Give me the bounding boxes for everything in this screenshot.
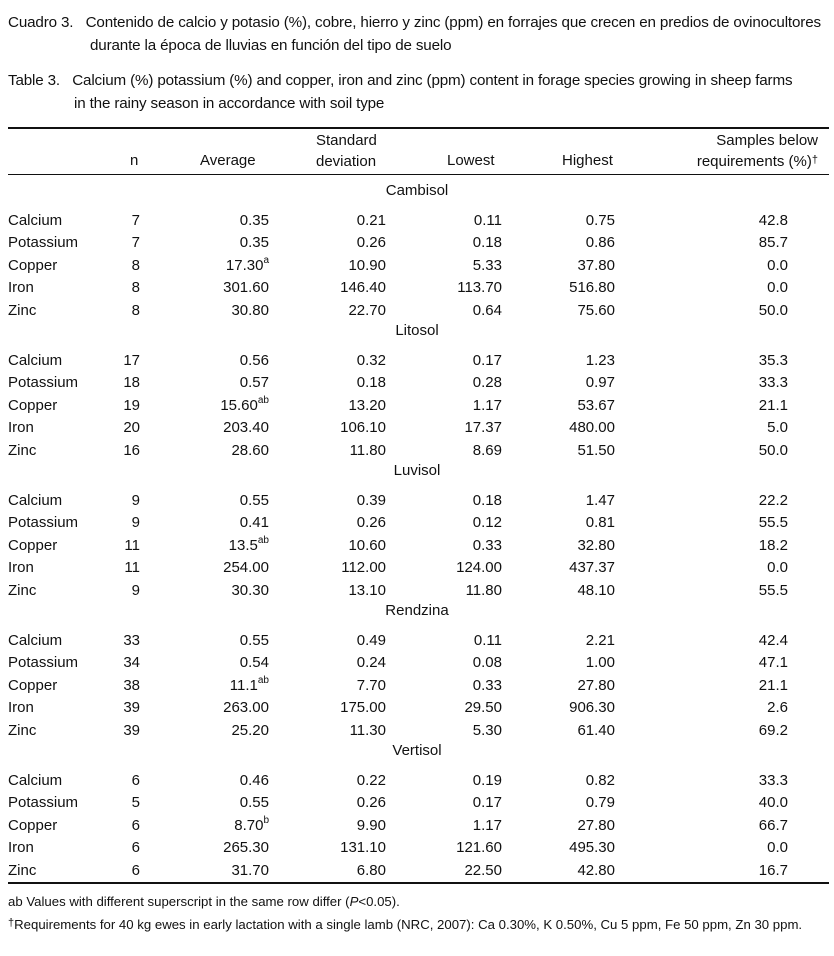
header-standard-deviation (316, 130, 377, 172)
cell-sd: 10.90 (348, 256, 386, 274)
cell-average (223, 557, 269, 579)
cell-lowest: 0.11 (473, 212, 502, 229)
soil-group-title: Vertisol (392, 742, 442, 759)
cell-mineral: Zinc (8, 721, 37, 739)
cell-lowest: 1.17 (472, 396, 502, 414)
cell-average (240, 372, 269, 394)
cell-lowest: 0.33 (472, 536, 502, 554)
cell-mineral: Iron (8, 839, 34, 857)
cell-n: 11 (124, 559, 140, 577)
footnote-significance (8, 892, 826, 911)
table-row (0, 277, 834, 299)
cell-highest: 75.60 (577, 301, 615, 319)
footnote-1-prefix: ab Values with different superscript in the same row differ ( (8, 894, 350, 909)
average-value: 265.30 (223, 839, 269, 857)
average-value: 8.70 (234, 816, 264, 834)
cell-average (240, 350, 269, 372)
header-samples-line-2 (670, 151, 818, 174)
cell-highest: 42.80 (577, 861, 615, 879)
cell-samples-below: 42.8 (758, 212, 788, 229)
table-row (0, 792, 834, 814)
header-sd-line-1: Standard (316, 132, 377, 149)
cell-highest: 32.80 (577, 536, 615, 554)
caption-es-text-2: durante la época de lluvias en función del tipo de suelo (90, 37, 452, 54)
cell-mineral: Calcium (8, 212, 63, 229)
cell-highest: 0.97 (585, 374, 615, 392)
cell-lowest: 0.64 (472, 301, 502, 319)
cell-sd: 146.40 (340, 279, 386, 297)
table-row (0, 440, 834, 462)
cell-highest: 1.23 (585, 352, 615, 369)
cell-mineral: Iron (8, 699, 34, 717)
average-value: 0.57 (239, 374, 269, 392)
table-row (0, 630, 834, 652)
table-row (0, 580, 834, 602)
cell-sd: 0.26 (356, 514, 386, 532)
average-value: 30.30 (231, 581, 269, 599)
footnote-dagger: † (8, 917, 15, 929)
cell-sd: 10.60 (348, 536, 386, 554)
table-row (0, 720, 834, 742)
table-row (0, 512, 834, 534)
average-value: 13.5 (228, 536, 258, 554)
table-top-rule (8, 127, 829, 129)
cell-lowest: 22.50 (464, 861, 502, 879)
cell-sd: 0.39 (356, 492, 386, 509)
cell-sd: 106.10 (340, 419, 386, 437)
cell-highest: 37.80 (577, 256, 615, 274)
cell-n: 20 (123, 419, 140, 437)
average-value: 25.20 (231, 721, 269, 739)
soil-group-title: Luvisol (393, 462, 441, 479)
cell-mineral: Copper (8, 816, 58, 834)
cell-n: 7 (131, 212, 140, 229)
header-samples-line-1: Samples below (716, 132, 818, 149)
cell-mineral: Potassium (8, 234, 79, 252)
average-value: 0.46 (239, 772, 269, 789)
cell-average (231, 720, 269, 742)
average-value: 0.55 (239, 794, 269, 812)
footnote-1-p: P (349, 894, 359, 909)
cell-mineral: Potassium (8, 374, 79, 392)
cell-samples-below: 0.0 (767, 279, 788, 297)
cell-n: 8 (131, 256, 140, 274)
cell-samples-below: 55.5 (758, 581, 788, 599)
average-superscript: b (263, 814, 269, 826)
table-row (0, 350, 834, 372)
header-n: n (130, 152, 139, 169)
caption-en-text-1: Calcium (%) potassium (%) and copper, iron and zinc (ppm) content in forage species growing in sheep farms (72, 72, 793, 89)
cell-n: 6 (131, 816, 140, 834)
header-lowest: Lowest (447, 152, 495, 169)
cell-n: 5 (131, 794, 140, 812)
caption-english (8, 69, 828, 115)
cell-n: 39 (123, 721, 140, 739)
cell-lowest: 5.33 (472, 256, 502, 274)
average-superscript: ab (257, 674, 269, 686)
cell-highest: 0.79 (585, 794, 615, 812)
cell-lowest: 0.17 (472, 352, 502, 369)
cell-highest: 1.47 (585, 492, 615, 509)
cell-n: 9 (131, 581, 140, 599)
cell-highest: 906.30 (569, 699, 615, 717)
cell-highest: 27.80 (577, 676, 615, 694)
caption-en-line-1 (8, 69, 828, 92)
cell-lowest: 121.60 (456, 839, 502, 857)
cell-samples-below: 35.3 (758, 352, 788, 369)
cell-mineral: Zinc (8, 861, 37, 879)
cell-n: 16 (123, 441, 140, 459)
cell-average (231, 580, 269, 602)
table-bottom-rule (8, 882, 829, 884)
cell-highest: 51.50 (577, 441, 615, 459)
soil-group-title: Rendzina (385, 602, 449, 619)
cell-highest: 516.80 (569, 279, 615, 297)
cell-average (223, 277, 269, 299)
table-row (0, 837, 834, 859)
cell-sd: 0.22 (356, 772, 386, 789)
average-value: 30.80 (231, 301, 269, 319)
cell-lowest: 0.12 (472, 514, 502, 532)
cell-mineral: Copper (8, 396, 58, 414)
table-row (0, 395, 834, 417)
cell-sd: 22.70 (348, 301, 386, 319)
cell-average (240, 792, 269, 814)
cell-sd: 0.18 (356, 374, 386, 392)
cell-lowest: 0.19 (472, 772, 502, 789)
average-value: 15.60 (220, 396, 258, 414)
cell-samples-below: 33.3 (758, 772, 788, 789)
cell-mineral: Calcium (8, 352, 63, 369)
cell-average (229, 535, 269, 557)
cell-samples-below: 16.7 (758, 861, 788, 879)
cell-samples-below: 50.0 (758, 301, 788, 319)
cell-mineral: Potassium (8, 514, 79, 532)
cell-sd: 0.49 (356, 632, 386, 649)
average-superscript: ab (257, 534, 269, 546)
average-value: 0.35 (239, 234, 269, 252)
cell-lowest: 0.11 (473, 632, 502, 649)
cell-n: 7 (131, 234, 140, 252)
soil-group-title: Litosol (395, 322, 439, 339)
table-row (0, 675, 834, 697)
cell-highest: 480.00 (569, 419, 615, 437)
cell-samples-below: 55.5 (758, 514, 788, 532)
table-row (0, 815, 834, 837)
cell-samples-below: 0.0 (767, 256, 788, 274)
cell-highest: 0.86 (585, 234, 615, 252)
cell-average (231, 300, 269, 322)
cell-sd: 7.70 (356, 676, 386, 694)
cell-n: 9 (131, 492, 140, 509)
cell-average (223, 837, 269, 859)
cell-average (223, 417, 269, 439)
cell-n: 33 (123, 632, 140, 649)
cell-sd: 13.10 (348, 581, 386, 599)
cell-average (240, 512, 269, 534)
cell-highest: 53.67 (577, 396, 615, 414)
average-value: 17.30 (225, 256, 264, 274)
cell-highest: 27.80 (577, 816, 615, 834)
cell-average (223, 697, 269, 719)
cell-samples-below: 85.7 (758, 234, 788, 252)
cell-average (240, 652, 269, 674)
average-value: 0.55 (239, 632, 269, 649)
caption-en-text-2: in the rainy season in accordance with soil type (74, 95, 385, 112)
cell-mineral: Zinc (8, 441, 37, 459)
average-value: 0.41 (239, 514, 269, 532)
cell-n: 6 (131, 861, 140, 879)
caption-es-line-1 (8, 11, 828, 34)
cell-mineral: Potassium (8, 794, 79, 812)
cell-mineral: Iron (8, 559, 34, 577)
cell-n: 6 (131, 839, 140, 857)
cell-n: 19 (123, 396, 140, 414)
cell-n: 9 (131, 514, 140, 532)
cell-lowest: 0.17 (472, 794, 502, 812)
cell-average (231, 860, 269, 882)
caption-en-label: Table 3. (8, 72, 60, 89)
cell-n: 34 (123, 654, 140, 672)
cell-n: 17 (123, 352, 140, 369)
cell-samples-below: 22.2 (758, 492, 788, 509)
cell-lowest: 124.00 (456, 559, 502, 577)
cell-highest: 1.00 (585, 654, 615, 672)
cell-mineral: Iron (8, 419, 34, 437)
cell-samples-below: 21.1 (758, 396, 788, 414)
average-superscript: ab (257, 394, 269, 406)
cell-lowest: 11.80 (465, 581, 502, 599)
cell-lowest: 8.69 (472, 441, 502, 459)
cell-lowest: 0.33 (472, 676, 502, 694)
caption-spanish (8, 11, 828, 57)
table-row (0, 255, 834, 277)
cell-mineral: Zinc (8, 581, 37, 599)
cell-lowest: 0.28 (472, 374, 502, 392)
table-row (0, 860, 834, 882)
average-value: 31.70 (231, 861, 269, 879)
header-rule (8, 174, 829, 175)
cell-highest: 48.10 (577, 581, 615, 599)
cell-highest: 0.81 (585, 514, 615, 532)
average-value: 254.00 (223, 559, 269, 577)
cell-sd: 6.80 (356, 861, 386, 879)
caption-es-label: Cuadro 3. (8, 14, 74, 31)
header-highest: Highest (562, 152, 613, 169)
table-row (0, 557, 834, 579)
table-row (0, 372, 834, 394)
cell-lowest: 29.50 (464, 699, 502, 717)
average-value: 0.56 (239, 352, 269, 369)
cell-sd: 0.21 (356, 212, 386, 229)
cell-average (240, 770, 269, 792)
header-samples-below (670, 130, 818, 174)
cell-samples-below: 21.1 (758, 676, 788, 694)
footnote-2-text: Requirements for 40 kg ewes in early lactation with a single lamb (NRC, 2007): Ca 0.30%, K 0.50%, Cu 5 ppm, Fe 50 ppm, Zn 30 ppm. (14, 917, 803, 932)
cell-mineral: Copper (8, 676, 58, 694)
header-sd-line-2: deviation (316, 153, 377, 170)
cell-sd: 175.00 (340, 699, 386, 717)
table-row (0, 652, 834, 674)
cell-mineral: Copper (8, 256, 58, 274)
cell-average (240, 210, 269, 232)
table-row (0, 417, 834, 439)
soil-group-title: Cambisol (385, 182, 449, 199)
cell-average (240, 630, 269, 652)
cell-samples-below: 47.1 (758, 654, 788, 672)
cell-n: 6 (131, 772, 140, 789)
cell-highest: 0.75 (585, 212, 615, 229)
cell-mineral: Calcium (8, 772, 63, 789)
table-row (0, 697, 834, 719)
cell-sd: 131.10 (340, 839, 386, 857)
cell-n: 8 (131, 301, 140, 319)
table-row (0, 300, 834, 322)
cell-samples-below: 18.2 (758, 536, 788, 554)
cell-mineral: Copper (8, 536, 58, 554)
cell-sd: 11.80 (349, 441, 386, 459)
cell-n: 38 (123, 676, 140, 694)
cell-samples-below: 50.0 (758, 441, 788, 459)
cell-sd: 112.00 (341, 559, 386, 577)
cell-average (226, 255, 269, 277)
average-value: 203.40 (223, 419, 269, 437)
average-value: 263.00 (223, 699, 269, 717)
footnote-1-suffix: <0.05). (358, 894, 400, 909)
cell-samples-below: 2.6 (767, 699, 788, 717)
cell-sd: 13.20 (348, 396, 386, 414)
cell-lowest: 0.08 (472, 654, 502, 672)
average-value: 0.35 (239, 212, 269, 229)
cell-average (230, 675, 269, 697)
cell-n: 11 (124, 536, 140, 554)
cell-samples-below: 40.0 (758, 794, 788, 812)
table-row (0, 210, 834, 232)
cell-mineral: Iron (8, 279, 34, 297)
cell-mineral: Potassium (8, 654, 79, 672)
cell-sd: 11.30 (349, 721, 386, 739)
cell-samples-below: 69.2 (758, 721, 788, 739)
cell-average (240, 490, 269, 512)
footnote-requirements (8, 915, 826, 936)
cell-average (234, 815, 269, 837)
table-row (0, 535, 834, 557)
average-value: 11.1 (229, 676, 258, 694)
average-value: 28.60 (231, 441, 269, 459)
cell-sd: 0.32 (356, 352, 386, 369)
header-samples-line-2-text: requirements (%) (696, 153, 812, 170)
cell-samples-below: 0.0 (767, 559, 788, 577)
table-row (0, 770, 834, 792)
cell-highest: 437.37 (569, 559, 615, 577)
cell-mineral: Zinc (8, 301, 37, 319)
cell-sd: 9.90 (356, 816, 386, 834)
cell-samples-below: 42.4 (758, 632, 788, 649)
cell-average (231, 440, 269, 462)
cell-samples-below: 0.0 (767, 839, 788, 857)
cell-sd: 0.26 (356, 794, 386, 812)
cell-lowest: 113.70 (457, 279, 502, 297)
header-average: Average (200, 152, 256, 169)
average-superscript: a (263, 254, 269, 266)
cell-highest: 61.40 (577, 721, 615, 739)
cell-average (220, 395, 269, 417)
average-value: 0.55 (239, 492, 269, 509)
cell-mineral: Calcium (8, 492, 63, 509)
cell-highest: 495.30 (569, 839, 615, 857)
average-value: 301.60 (223, 279, 269, 297)
cell-samples-below: 5.0 (767, 419, 788, 437)
cell-lowest: 17.37 (464, 419, 502, 437)
cell-samples-below: 33.3 (758, 374, 788, 392)
cell-lowest: 0.18 (472, 492, 502, 509)
cell-highest: 2.21 (585, 632, 615, 649)
caption-es-text-1: Contenido de calcio y potasio (%), cobre, hierro y zinc (ppm) en forrajes que crecen en predios de ovinocultores (85, 14, 821, 31)
average-value: 0.54 (239, 654, 269, 672)
cell-sd: 0.24 (356, 654, 386, 672)
cell-sd: 0.26 (356, 234, 386, 252)
cell-samples-below: 66.7 (758, 816, 788, 834)
cell-n: 18 (123, 374, 140, 392)
table-row (0, 490, 834, 512)
cell-mineral: Calcium (8, 632, 63, 649)
dagger-mark: † (811, 154, 818, 166)
cell-n: 39 (123, 699, 140, 717)
cell-lowest: 5.30 (472, 721, 502, 739)
cell-lowest: 1.17 (472, 816, 502, 834)
cell-highest: 0.82 (585, 772, 615, 789)
cell-lowest: 0.18 (472, 234, 502, 252)
cell-n: 8 (131, 279, 140, 297)
cell-average (240, 232, 269, 254)
table-row (0, 232, 834, 254)
